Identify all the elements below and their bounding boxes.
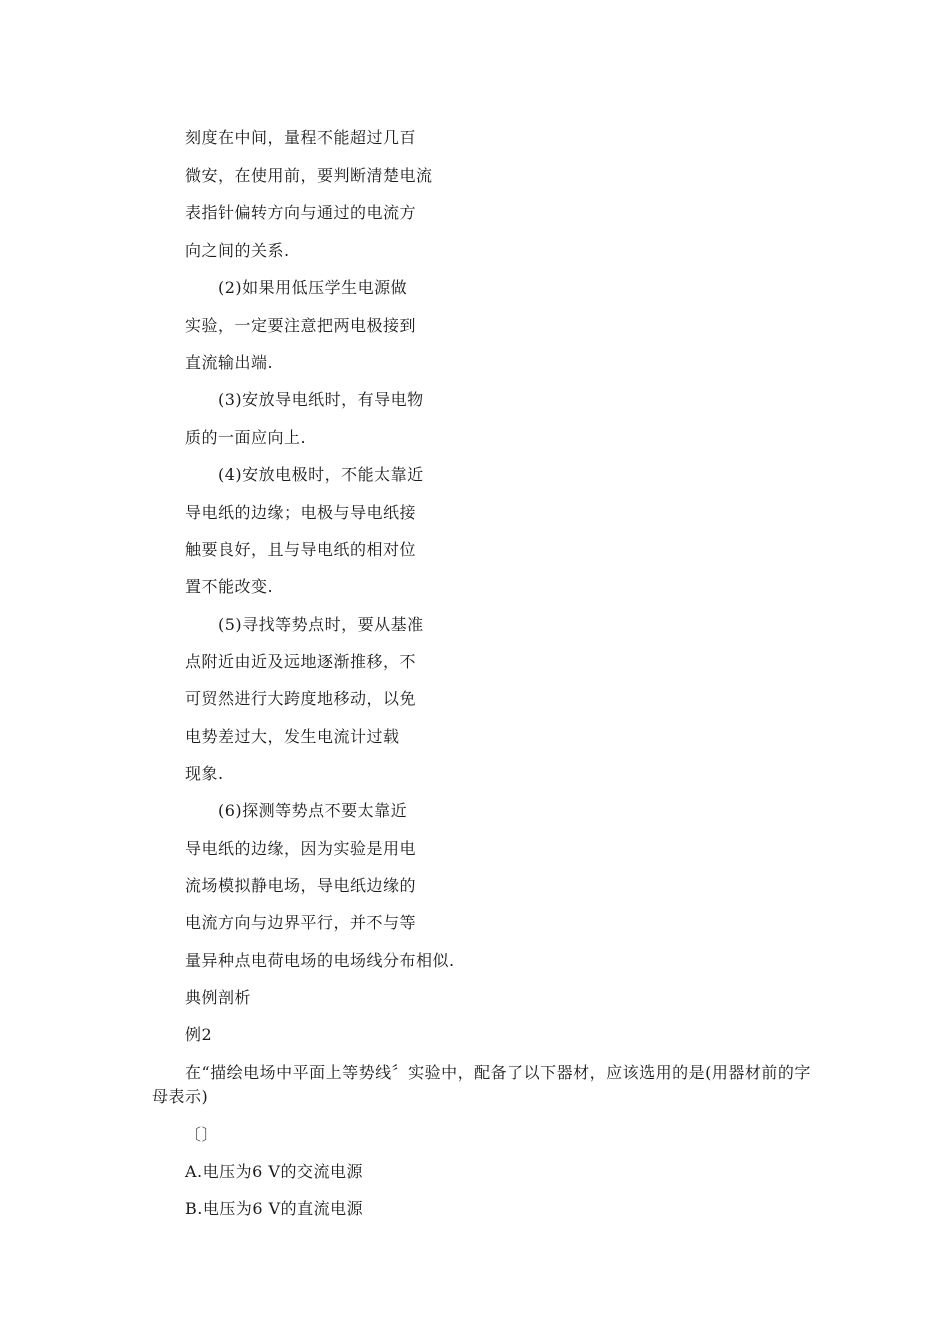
text-line: 刻度在中间，量程不能超过几百 [185,128,417,147]
text-line: 电流方向与边界平行，并不与等 [185,913,417,932]
text-line: 量异种点电荷电场的电场线分布相似. [185,951,455,970]
text-line: (5)寻找等势点时，要从基准 [218,615,424,634]
text-line: 导电纸的边缘，因为实验是用电 [185,839,417,858]
option-b: B.电压为6 V的直流电源 [185,1199,364,1218]
option-a: A.电压为6 V的交流电源 [185,1162,363,1181]
text-line: 导电纸的边缘；电极与导电纸接 [185,503,417,522]
text-line: 现象. [185,764,224,783]
text-line: 质的一面应向上. [185,428,307,447]
text-line: 电势差过大，发生电流计过载 [185,727,400,746]
text-line: 置不能改变. [185,577,274,596]
text-line: 点附近由近及远地逐渐推移，不 [185,652,417,671]
text-line: 微安，在使用前，要判断清楚电流 [185,166,433,185]
text-line: (4)安放电极时，不能太靠近 [218,465,424,484]
text-line: 触要良好，且与导电纸的相对位 [185,540,417,559]
text-line: 实验，一定要注意把两电极接到 [185,316,417,335]
section-heading: 典例剖析 [185,988,252,1007]
text-line: (6)探测等势点不要太靠近 [218,801,408,820]
example-label: 例2 [185,1025,213,1044]
text-line: (3)安放导电纸时，有导电物 [218,390,424,409]
answer-blank: 〔〕 [185,1125,219,1144]
text-line: 表指针偏转方向与通过的电流方 [185,203,417,222]
question-text: 在“描绘电场中平面上等势线〞实验中，配备了以下器材，应该选用的是(用器材前的字母表示) [152,1063,811,1106]
text-line: (2)如果用低压学生电源做 [218,278,408,297]
text-line: 流场模拟静电场，导电纸边缘的 [185,876,417,895]
text-line: 可贸然进行大跨度地移动，以免 [185,689,417,708]
text-line: 向之间的关系. [185,241,290,260]
text-line: 直流输出端. [185,353,274,372]
